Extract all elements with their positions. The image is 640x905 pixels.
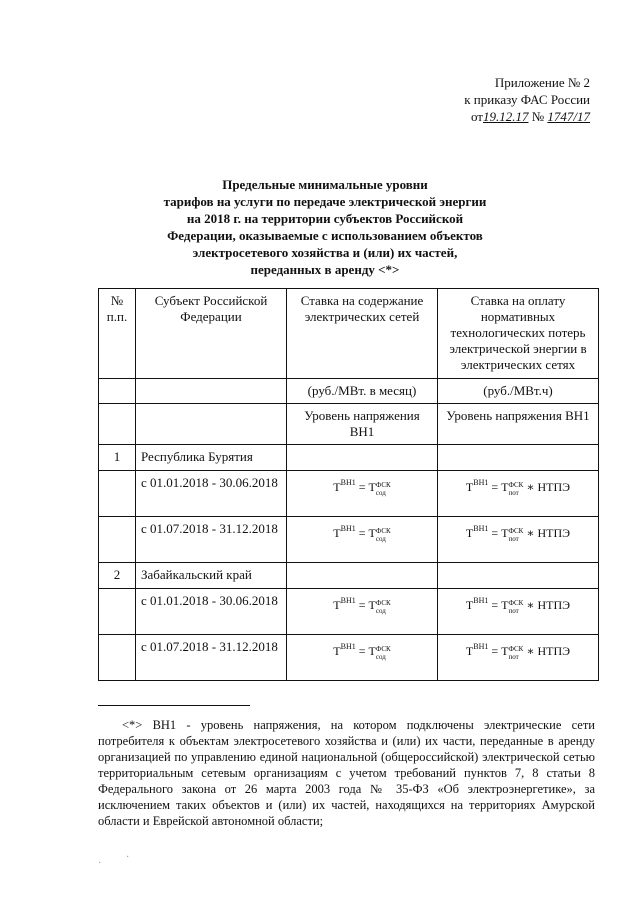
formula-indices xyxy=(508,527,523,543)
rate-content-cell xyxy=(287,517,438,563)
formula-vn1-superscript: ВН1 xyxy=(340,596,356,605)
formula-vn1-superscript: ВН1 xyxy=(473,642,489,651)
region-number: 1 xyxy=(99,445,136,471)
formula-equals: = xyxy=(491,480,499,494)
formula-t: Т xyxy=(368,480,376,494)
formula-equals: = xyxy=(358,644,366,658)
footnote: <*> ВН1 - уровень напряжения, на котором подключены электрические сети потребителя к объектам электросетевого хозяйства и (или) их части, переданные в аренду организацией по управлению единой национальной (общероссийской) электрической сетью территориальным сетевым организациям с учетом требований пунктов 7, 8 статьи 8 Федерального закона от 26 марта 2003 года № 35-ФЗ «Об электроэнергетике», за исключением таких объектов и (или) их частей, находящихся на территориях Амурской области и Еврейской автономной области; xyxy=(98,718,595,828)
formula-t: Т xyxy=(368,644,376,658)
formula-t: Т xyxy=(333,598,341,612)
formula-t: Т xyxy=(465,644,474,658)
region-row xyxy=(99,445,599,471)
formula-sub: пот xyxy=(508,535,519,543)
from-prefix: от xyxy=(470,109,483,124)
formula-vn1-superscript: ВН1 xyxy=(340,524,356,533)
empty-cell xyxy=(99,635,136,681)
formula-fsk: ФСК xyxy=(508,527,524,535)
formula-t: Т xyxy=(501,644,509,658)
header-rate-content: Ставка на содержание электрических сетей xyxy=(287,289,438,379)
formula-fsk: ФСК xyxy=(508,599,524,607)
formula-indices xyxy=(508,645,523,661)
formula-equals: = xyxy=(358,598,366,612)
formula-t: Т xyxy=(368,598,376,612)
period-label: с 01.01.2018 - 30.06.2018 xyxy=(136,589,287,635)
formula-content xyxy=(333,642,391,661)
formula-fsk: ФСК xyxy=(508,645,524,653)
formula-vn1-superscript: ВН1 xyxy=(473,596,489,605)
formula-indices xyxy=(376,481,391,497)
period-row xyxy=(99,517,599,563)
period-row xyxy=(99,471,599,517)
formula-ntpe: НТПЭ xyxy=(537,598,571,612)
order-number: 1747/17 xyxy=(547,109,590,124)
rate-loss-cell xyxy=(438,635,599,681)
title-line: Федерации, оказываемые с использованием объектов xyxy=(167,228,483,243)
formula-equals: = xyxy=(491,598,499,612)
voltage-loss: Уровень напряжения ВН1 xyxy=(438,404,599,445)
voltage-row xyxy=(99,404,599,445)
scan-mark: · xyxy=(126,852,130,863)
formula-vn1-superscript: ВН1 xyxy=(473,478,489,487)
empty-cell xyxy=(438,563,599,589)
title-line: на 2018 г. на территории субъектов Российской xyxy=(186,211,464,226)
unit-content: (руб./МВт. в месяц) xyxy=(287,379,438,404)
empty-cell xyxy=(99,517,136,563)
formula-indices xyxy=(376,599,391,615)
formula-multiply: ∗ xyxy=(526,598,535,612)
formula-equals: = xyxy=(491,526,499,540)
formula-loss xyxy=(465,524,571,543)
formula-indices xyxy=(508,481,523,497)
formula-sub: сод xyxy=(375,489,386,497)
formula-t: Т xyxy=(501,598,509,612)
document-title xyxy=(110,176,540,278)
formula-sub: сод xyxy=(375,607,386,615)
title-line: переданных в аренду <*> xyxy=(250,262,400,277)
formula-sub: пот xyxy=(508,489,519,497)
period-label: с 01.07.2018 - 31.12.2018 xyxy=(136,635,287,681)
formula-loss xyxy=(465,642,571,661)
formula-t: Т xyxy=(333,480,341,494)
formula-fsk: ФСК xyxy=(375,481,391,489)
annex-header xyxy=(440,74,590,125)
formula-fsk: ФСК xyxy=(375,527,391,535)
region-name: Республика Бурятия xyxy=(136,445,287,471)
formula-indices xyxy=(376,645,391,661)
empty-cell xyxy=(287,563,438,589)
formula-multiply: ∗ xyxy=(526,644,535,658)
formula-t: Т xyxy=(501,480,509,494)
formula-t: Т xyxy=(368,526,376,540)
scan-mark: · xyxy=(98,858,102,869)
formula-equals: = xyxy=(491,644,499,658)
rate-loss-cell xyxy=(438,589,599,635)
annex-date-line xyxy=(440,108,590,125)
formula-t: Т xyxy=(333,644,341,658)
order-date: 19.12.17 xyxy=(482,109,529,124)
period-row xyxy=(99,635,599,681)
formula-ntpe: НТПЭ xyxy=(537,480,571,494)
header-num: № п.п. xyxy=(99,289,136,379)
formula-fsk: ФСК xyxy=(508,481,524,489)
title-line: тарифов на услуги по передаче электрической энергии xyxy=(163,194,487,209)
formula-t: Т xyxy=(465,598,474,612)
annex-number: Приложение № 2 xyxy=(494,75,590,90)
rate-content-cell xyxy=(287,471,438,517)
period-row xyxy=(99,589,599,635)
formula-sub: сод xyxy=(375,653,386,661)
formula-sub: пот xyxy=(508,653,519,661)
formula-equals: = xyxy=(358,480,366,494)
units-row xyxy=(99,379,599,404)
region-row xyxy=(99,563,599,589)
header-row xyxy=(99,289,599,379)
empty-cell xyxy=(99,471,136,517)
formula-ntpe: НТПЭ xyxy=(537,526,571,540)
formula-vn1-superscript: ВН1 xyxy=(340,642,356,651)
empty-cell xyxy=(287,445,438,471)
formula-t: Т xyxy=(465,480,474,494)
voltage-content: Уровень напряжения ВН1 xyxy=(287,404,438,445)
formula-t: Т xyxy=(465,526,474,540)
formula-equals: = xyxy=(358,526,366,540)
formula-content xyxy=(333,524,391,543)
annex-order-ref: к приказу ФАС России xyxy=(464,92,590,107)
formula-fsk: ФСК xyxy=(375,645,391,653)
period-label: с 01.01.2018 - 30.06.2018 xyxy=(136,471,287,517)
title-line: Предельные минимальные уровни xyxy=(222,177,428,192)
formula-indices xyxy=(376,527,391,543)
empty-cell xyxy=(99,379,136,404)
formula-fsk: ФСК xyxy=(375,599,391,607)
header-subject: Субъект Российской Федерации xyxy=(136,289,287,379)
footnote-separator xyxy=(98,705,250,706)
formula-indices xyxy=(508,599,523,615)
rate-content-cell xyxy=(287,589,438,635)
formula-t: Т xyxy=(333,526,341,540)
formula-vn1-superscript: ВН1 xyxy=(340,478,356,487)
formula-loss xyxy=(465,478,571,497)
empty-cell xyxy=(136,379,287,404)
formula-vn1-superscript: ВН1 xyxy=(473,524,489,533)
region-number: 2 xyxy=(99,563,136,589)
formula-sub: пот xyxy=(508,607,519,615)
formula-loss xyxy=(465,596,571,615)
region-name: Забайкальский край xyxy=(136,563,287,589)
formula-multiply: ∗ xyxy=(526,480,535,494)
formula-content xyxy=(333,478,391,497)
formula-multiply: ∗ xyxy=(526,526,535,540)
formula-content xyxy=(333,596,391,615)
title-line: электросетевого хозяйства и (или) их частей, xyxy=(192,245,458,260)
empty-cell xyxy=(99,404,136,445)
formula-ntpe: НТПЭ xyxy=(537,644,571,658)
unit-loss: (руб./МВт.ч) xyxy=(438,379,599,404)
empty-cell xyxy=(136,404,287,445)
formula-sub: сод xyxy=(375,535,386,543)
period-label: с 01.07.2018 - 31.12.2018 xyxy=(136,517,287,563)
empty-cell xyxy=(438,445,599,471)
header-rate-loss: Ставка на оплату нормативных технологических потерь электрической энергии в электрических сетях xyxy=(438,289,599,379)
empty-cell xyxy=(99,589,136,635)
number-prefix: № xyxy=(531,109,545,124)
rate-content-cell xyxy=(287,635,438,681)
tariff-table xyxy=(98,288,599,681)
formula-t: Т xyxy=(501,526,509,540)
rate-loss-cell xyxy=(438,517,599,563)
rate-loss-cell xyxy=(438,471,599,517)
